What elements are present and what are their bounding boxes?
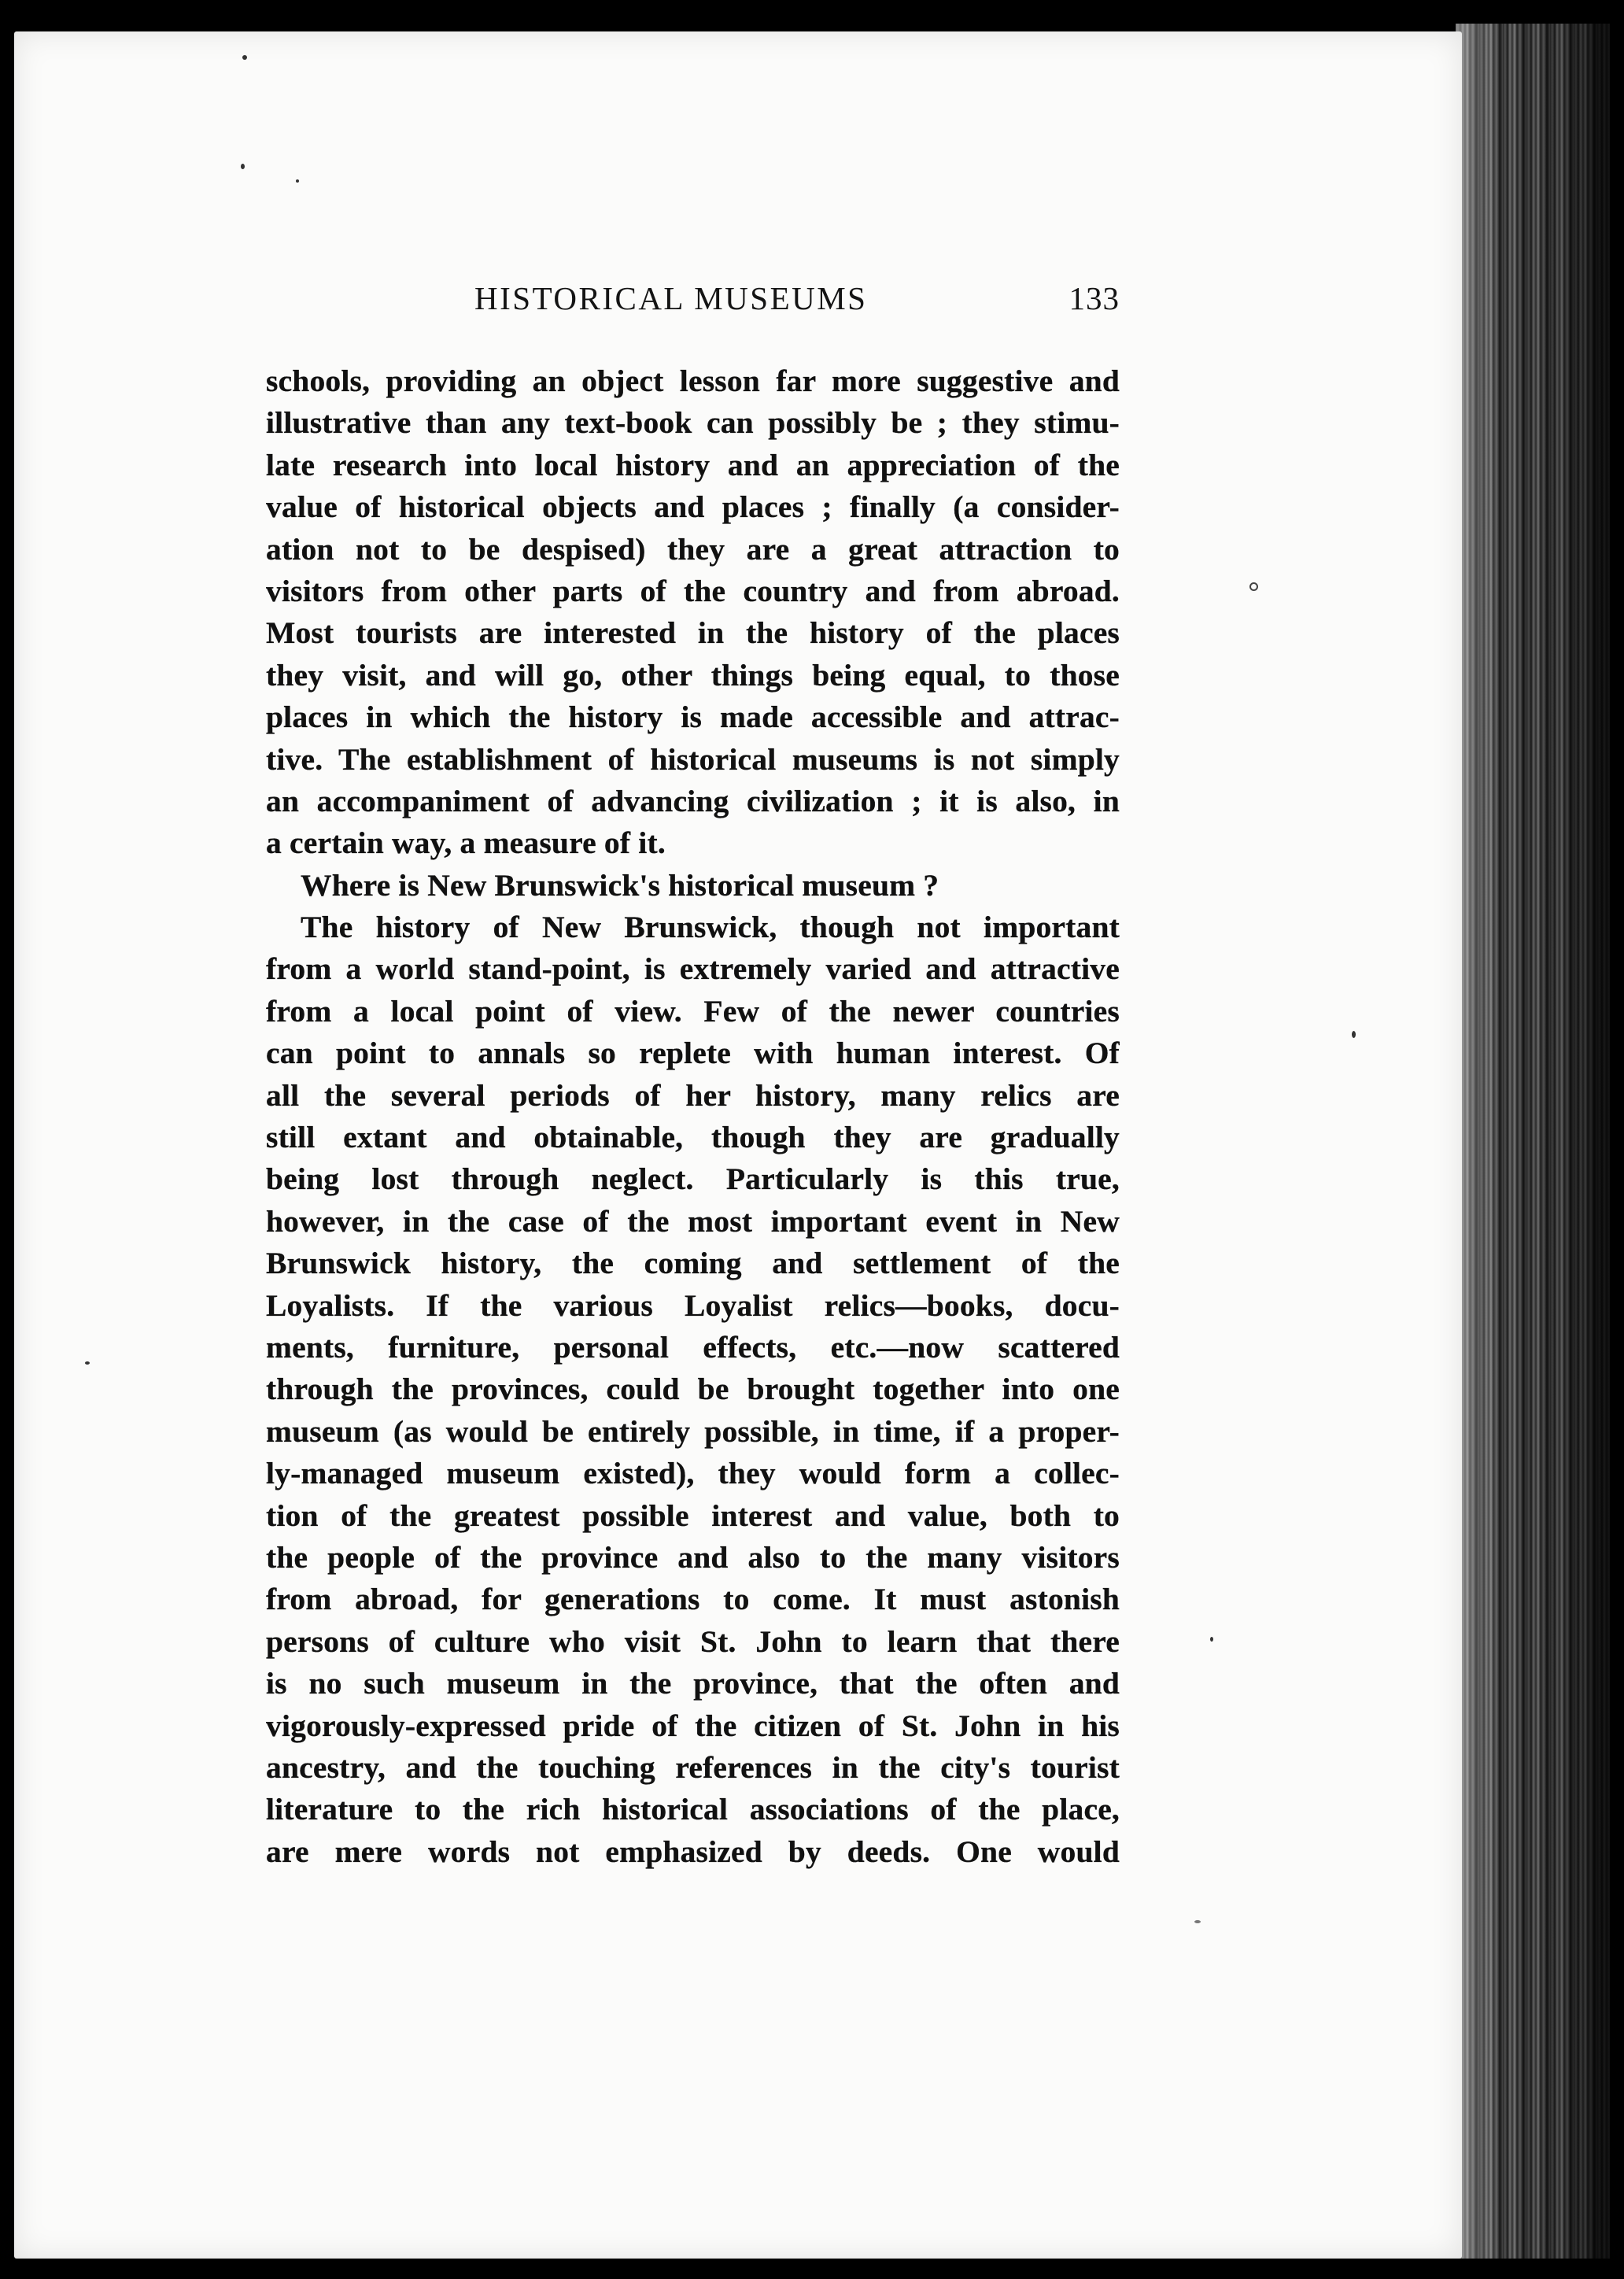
dust-speck bbox=[296, 179, 299, 183]
running-head bbox=[266, 279, 1120, 327]
text-line: late research into local history and an appreciation of the bbox=[266, 447, 1120, 482]
text-line: the people of the province and also to the many visitors bbox=[266, 1539, 1120, 1575]
text-line: schools, providing an object lesson far more suggestive and bbox=[266, 364, 1120, 398]
text-line: tion of the greatest possible interest and value, both to bbox=[266, 1498, 1120, 1533]
text-line: Loyalists. If the various Loyalist relics—books, docu- bbox=[266, 1287, 1120, 1323]
text-line: ation not to be despised) they are a great attraction to bbox=[266, 531, 1120, 567]
text-line: can point to annals so replete with human interest. Of bbox=[266, 1036, 1120, 1071]
dust-speck bbox=[1352, 1031, 1356, 1038]
text-line: value of historical objects and places ; finally (a consider- bbox=[266, 489, 1120, 525]
text-line: are mere words not emphasized by deeds. One would bbox=[266, 1834, 1120, 1869]
text-line: The history of New Brunswick, though not important bbox=[301, 910, 1120, 945]
book-edge-shading bbox=[1456, 24, 1610, 2259]
text-line: Brunswick history, the coming and settlement of the bbox=[266, 1246, 1120, 1281]
text-line: places in which the history is made accessible and attrac- bbox=[266, 700, 1120, 735]
text-line: visitors from other parts of the country and from abroad. bbox=[266, 573, 1120, 608]
text-line: ancestry, and the touching references in the city's tourist bbox=[266, 1749, 1120, 1785]
text-line: illustrative than any text-book can possibly be ; they stimu- bbox=[266, 405, 1120, 441]
dust-speck bbox=[241, 164, 245, 169]
text-line: from abroad, for generations to come. It must astonish bbox=[266, 1582, 1120, 1617]
page-number: 133 bbox=[1069, 280, 1120, 316]
text-line: from a local point of view. Few of the newer countries bbox=[266, 993, 1120, 1029]
text-line: all the several periods of her history, many relics are bbox=[266, 1077, 1120, 1113]
text-line: from a world stand-point, is extremely varied and attractive bbox=[266, 951, 1120, 987]
body-text bbox=[266, 360, 1120, 1873]
text-line: is no such museum in the province, that the often and bbox=[266, 1666, 1120, 1701]
text-line: museum (as would be entirely possible, in time, if a proper- bbox=[266, 1413, 1120, 1449]
text-line: vigorously-expressed pride of the citizen of St. John in his bbox=[266, 1708, 1120, 1743]
dust-speck bbox=[1210, 1637, 1213, 1642]
text-line: being lost through neglect. Particularly is this true, bbox=[266, 1162, 1120, 1197]
running-head-title: HISTORICAL MUSEUMS bbox=[474, 280, 868, 316]
text-line: persons of culture who visit St. John to learn that there bbox=[266, 1623, 1120, 1659]
text-line: Most tourists are interested in the history of the places bbox=[266, 615, 1120, 651]
text-line: they visit, and will go, other things being equal, to those bbox=[266, 657, 1120, 693]
dust-speck bbox=[242, 55, 247, 60]
dust-speck bbox=[85, 1361, 90, 1365]
text-line: Where is New Brunswick's historical museum ? bbox=[301, 867, 939, 903]
text-line: literature to the rich historical associations of the place, bbox=[266, 1792, 1120, 1827]
text-line: through the provinces, could be brought together into one bbox=[266, 1372, 1120, 1407]
text-line: ments, furniture, personal effects, etc.—now scattered bbox=[266, 1329, 1120, 1365]
dust-speck bbox=[1194, 1920, 1201, 1923]
dust-speck bbox=[1249, 582, 1258, 591]
text-line: a certain way, a measure of it. bbox=[266, 826, 666, 861]
text-line: still extant and obtainable, though they are gradually bbox=[266, 1120, 1120, 1155]
text-line: tive. The establishment of historical museums is not simply bbox=[266, 741, 1120, 777]
text-line: an accompaniment of advancing civilization ; it is also, in bbox=[266, 783, 1120, 818]
text-line: ly-managed museum existed), they would form a collec- bbox=[266, 1456, 1120, 1491]
text-line: however, in the case of the most important event in New bbox=[266, 1203, 1120, 1239]
